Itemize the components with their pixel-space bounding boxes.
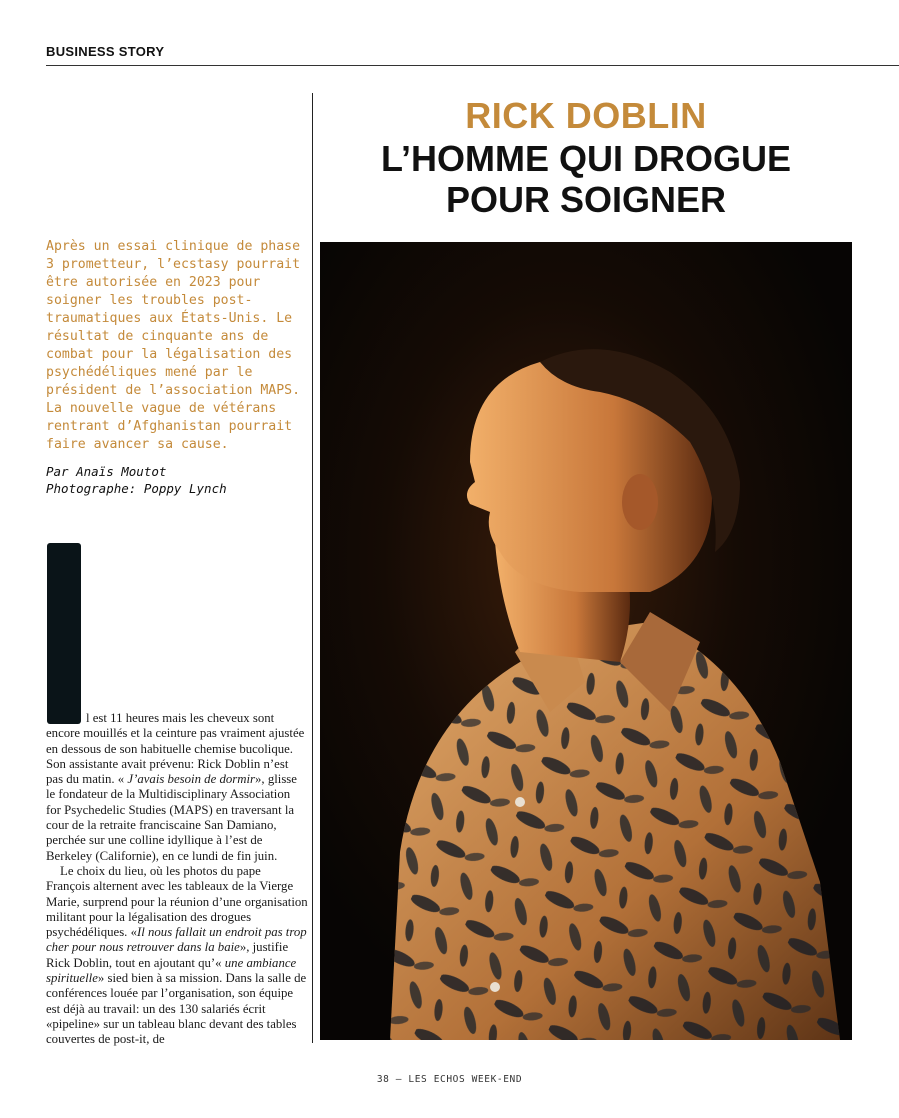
text-run: », glisse le fondateur de la Multidisciplinary Association for Psychedelic Studies (MAPS) en traversant la cour de la retraite franciscaine San Damiano, perchée sur une colline idyllique à l’est de Berkeley (Californie), en ce lundi de fin juin. — [46, 772, 297, 863]
photographer-credit: Photographe: Poppy Lynch — [46, 481, 227, 496]
text-run: Il nous fallait un endroit pas trop cher pour nous retrouver dans la baie — [46, 925, 307, 955]
text-run: » sied bien à sa mission. Dans la salle de conférences louée par l’organisation, son équipe est déjà au travail: un des 130 salariés écrit «pipeline» sur un tableau blanc devant des tables couvertes de post-it, de — [46, 971, 307, 1047]
headline-line-2: POUR SOIGNER — [445, 179, 727, 220]
portrait-illustration — [320, 242, 852, 1040]
drop-cap — [47, 543, 81, 724]
author-credit: Par Anaïs Moutot — [46, 464, 167, 479]
credits — [46, 463, 304, 497]
headline-line-1: L’HOMME QUI DROGUE — [380, 138, 791, 179]
standfirst: Après un essai clinique de phase 3 prometteur, l’ecstasy pourrait être autorisée en 2023 pour soigner les troubles post-traumatiques aux États-Unis. Le résultat de cinquante ans de combat pour la légalisation des psychédéliques mené par le président de l’association MAPS. La nouvelle vague de vétérans rentrant d’Afghanistan pourrait faire avancer sa cause. — [46, 239, 301, 452]
paragraph-1 — [46, 711, 308, 864]
article-body — [46, 711, 308, 1048]
text-run: une ambiance spirituelle — [46, 955, 297, 986]
column-divider — [312, 93, 313, 1043]
paragraph-2 — [46, 864, 308, 1048]
headline — [320, 138, 852, 220]
section-label: BUSINESS STORY — [46, 44, 165, 59]
portrait-photo — [320, 242, 852, 1040]
text-run: l est 11 heures mais les cheveux sont encore mouillés et la ceinture pas vraiment ajustée en dessous de son habituelle chemise bucolique. Son assistante avait prévenu: Rick Doblin n’est pas du matin. « — [46, 711, 305, 787]
text-run: Le choix du lieu, où les photos du pape François alternent avec les tableaux de la Vierge Marie, surprend pour la réunion d’une organisation militant pour la légalisation des drogues psychédéliques. « — [46, 863, 308, 940]
kicker: RICK DOBLIN — [465, 95, 707, 136]
text-run: », justifie Rick Doblin, tout en ajoutant qu’« — [46, 940, 289, 970]
top-rule — [46, 65, 899, 66]
page-footer: 38 – LES ECHOS WEEK-END — [376, 1074, 523, 1085]
text-run: J’avais besoin de dormir — [127, 772, 256, 787]
